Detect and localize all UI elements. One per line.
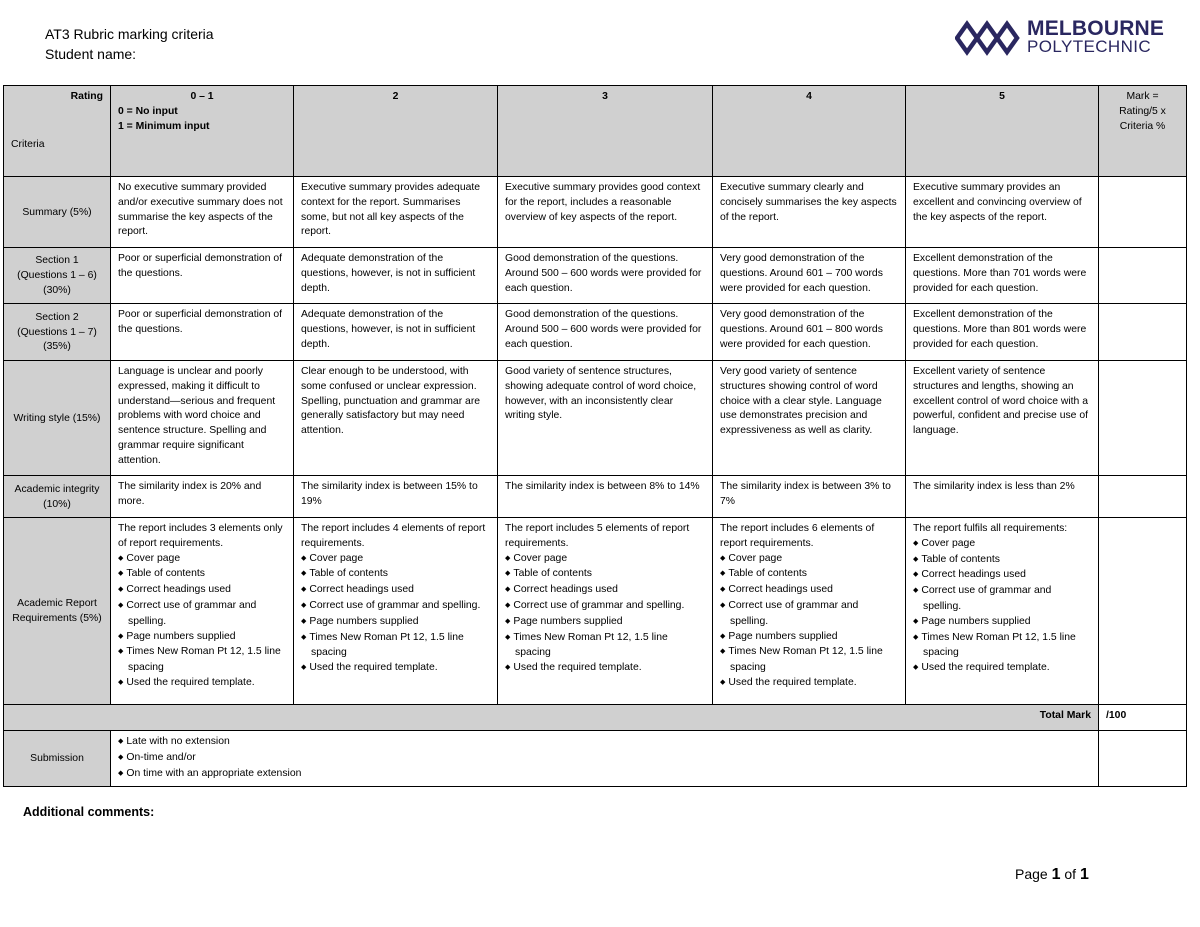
list-item: ◆ Correct use of grammar and spelling. — [505, 599, 705, 615]
rubric-cell: The similarity index is less than 2% — [906, 476, 1099, 518]
student-name-label: Student name: — [45, 46, 137, 62]
table-row — [4, 304, 1187, 361]
rubric-cell: The similarity index is between 3% to 7% — [713, 476, 906, 518]
logo-line-2: POLYTECHNIC — [1027, 37, 1152, 56]
list-item: ◆ Page numbers supplied — [505, 615, 705, 631]
rubric-cell: The similarity index is between 15% to 19% — [294, 476, 498, 518]
list-item: ◆ Page numbers supplied — [913, 615, 1091, 631]
page-word: Page — [1015, 866, 1048, 882]
criterion-academic-integrity: Academic integrity (10%) — [4, 476, 111, 518]
list-item: ◆ Cover page — [301, 552, 490, 568]
rating-2-header: 2 — [294, 86, 498, 177]
rubric-cell — [294, 518, 498, 705]
list-item: ◆ Page numbers supplied — [118, 630, 286, 646]
list-item: ◆ Page numbers supplied — [720, 630, 898, 646]
list-item: ◆ Cover page — [720, 552, 898, 568]
list-item: ◆ Correct headings used — [118, 583, 286, 599]
list-item: ◆ Used the required template. — [913, 661, 1091, 677]
criterion-summary: Summary (5%) — [4, 177, 111, 248]
list-item: ◆ Times New Roman Pt 12, 1.5 line spacing — [118, 645, 286, 676]
list-item: ◆ Table of contents — [720, 567, 898, 583]
list-item: ◆ Times New Roman Pt 12, 1.5 line spacing — [301, 631, 490, 662]
table-row — [4, 177, 1187, 248]
rating-0-1-title: 0 – 1 — [190, 91, 214, 102]
rubric-cell: Excellent demonstration of the questions. More than 701 words were provided for each question. — [906, 248, 1099, 304]
rubric-cell: Very good demonstration of the questions. Around 601 – 800 words were provided for each question. — [713, 304, 906, 361]
rubric-cell: Excellent demonstration of the questions. More than 801 words were provided for each question. — [906, 304, 1099, 361]
list-item: ◆ Used the required template. — [720, 676, 898, 692]
criterion-section-2: Section 2 (Questions 1 – 7) (35%) — [4, 304, 111, 361]
rubric-cell: Good demonstration of the questions. Around 500 – 600 words were provided for each question. — [498, 248, 713, 304]
page-number: 1 — [1051, 866, 1061, 883]
table-row — [4, 248, 1187, 304]
list-item: ◆ Table of contents — [301, 567, 490, 583]
submission-list — [118, 735, 1091, 782]
list-item: ◆ Times New Roman Pt 12, 1.5 line spacing — [913, 631, 1091, 662]
rubric-cell — [111, 518, 294, 705]
document-title: AT3 Rubric marking criteria — [45, 26, 214, 42]
list-item: ◆ Used the required template. — [118, 676, 286, 692]
rubric-cell: Good variety of sentence structures, showing adequate control of word choice, however, with an inconsistently clear writing style. — [498, 361, 713, 476]
cell-intro: The report includes 3 elements only of report requirements. — [118, 523, 283, 549]
list-item: ◆ Cover page — [505, 552, 705, 568]
cell-intro: The report fulfils all requirements: — [913, 523, 1068, 534]
page-total: 1 — [1079, 866, 1089, 883]
submission-row — [4, 731, 1187, 787]
list-item: ◆ Table of contents — [118, 567, 286, 583]
rubric-cell: Good demonstration of the questions. Around 500 – 600 words were provided for each question. — [498, 304, 713, 361]
requirements-list — [505, 552, 705, 677]
list-item: ◆ Correct headings used — [505, 583, 705, 599]
criteria-label: Criteria — [11, 138, 45, 150]
list-item: ◆ Table of contents — [505, 567, 705, 583]
table-row — [4, 476, 1187, 518]
submission-mark-cell[interactable] — [1099, 731, 1187, 787]
mark-cell[interactable] — [1099, 248, 1187, 304]
rubric-cell: Executive summary clearly and concisely summarises the key aspects of the report. — [713, 177, 906, 248]
list-item: ◆ Times New Roman Pt 12, 1.5 line spacing — [505, 631, 705, 662]
rating-0-note: 0 = No input — [118, 105, 178, 117]
rubric-cell — [498, 518, 713, 705]
total-mark-label: Total Mark — [4, 705, 1099, 731]
rubric-cell: Poor or superficial demonstration of the questions. — [111, 248, 294, 304]
list-item: ◆ Correct use of grammar and spelling. — [118, 599, 286, 630]
rubric-cell: Excellent variety of sentence structures and lengths, showing an excellent control of word choice with a powerful, confident and precise use of language. — [906, 361, 1099, 476]
list-item: ◆ Correct headings used — [913, 568, 1091, 584]
logo-wordmark — [1027, 17, 1165, 56]
requirements-list — [301, 552, 490, 677]
list-item: ◆ Correct headings used — [720, 583, 898, 599]
requirements-list — [720, 552, 898, 692]
submission-label: Submission — [4, 731, 111, 787]
rubric-cell: No executive summary provided and/or executive summary does not summarise the key aspects of the report. — [111, 177, 294, 248]
rubric-cell: Poor or superficial demonstration of the questions. — [111, 304, 294, 361]
list-item: ◆ Table of contents — [913, 553, 1091, 569]
list-item: ◆ Late with no extension — [118, 735, 1091, 751]
list-item: ◆ Used the required template. — [301, 661, 490, 677]
list-item: ◆ Cover page — [118, 552, 286, 568]
rubric-cell: Adequate demonstration of the questions, however, is not in sufficient depth. — [294, 248, 498, 304]
mark-cell[interactable] — [1099, 177, 1187, 248]
list-item: ◆ Times New Roman Pt 12, 1.5 line spacing — [720, 645, 898, 676]
requirements-list — [913, 537, 1091, 677]
rubric-cell: Clear enough to be understood, with some confused or unclear expression. Spelling, punctuation and grammar are generally satisfactory but may need attention. — [294, 361, 498, 476]
rubric-cell: The similarity index is between 8% to 14% — [498, 476, 713, 518]
list-item: ◆ Correct use of grammar and spelling. — [301, 599, 490, 615]
cell-intro: The report includes 4 elements of report requirements. — [301, 523, 486, 549]
logo-line-1: MELBOURNE — [1027, 17, 1165, 40]
rubric-cell: Adequate demonstration of the questions, however, is not in sufficient depth. — [294, 304, 498, 361]
rating-label: Rating — [70, 91, 103, 102]
institution-logo — [955, 18, 1164, 58]
list-item: ◆ Correct use of grammar and spelling. — [913, 584, 1091, 615]
criterion-report-requirements: Academic Report Requirements (5%) — [4, 518, 111, 705]
of-word: of — [1064, 866, 1077, 882]
criterion-section-1: Section 1 (Questions 1 – 6) (30%) — [4, 248, 111, 304]
list-item: ◆ Correct headings used — [301, 583, 490, 599]
logo-mark-icon — [955, 20, 1021, 56]
rubric-cell: Very good variety of sentence structures showing control of word choice with a clear style. Language use demonstrates precision and expressiveness as well as clarity. — [713, 361, 906, 476]
table-row — [4, 518, 1187, 705]
mark-header: Mark = Rating/5 x Criteria % — [1099, 86, 1187, 177]
rating-4-header: 4 — [713, 86, 906, 177]
mark-cell[interactable] — [1099, 304, 1187, 361]
rubric-cell: Executive summary provides an excellent and convincing overview of the key aspects of the report. — [906, 177, 1099, 248]
list-item: ◆ Cover page — [913, 537, 1091, 553]
table-row — [4, 361, 1187, 476]
list-item: ◆ Used the required template. — [505, 661, 705, 677]
total-mark-value[interactable]: /100 — [1099, 705, 1187, 731]
list-item: ◆ On time with an appropriate extension — [118, 767, 1091, 783]
table-header-row — [4, 86, 1187, 177]
additional-comments-label: Additional comments: — [23, 805, 155, 819]
submission-options — [111, 731, 1099, 787]
rubric-cell: Very good demonstration of the questions. Around 601 – 700 words were provided for each question. — [713, 248, 906, 304]
mark-cell[interactable] — [1099, 361, 1187, 476]
rubric-cell — [713, 518, 906, 705]
rubric-cell: Language is unclear and poorly expressed, making it difficult to understand—serious and frequent problems with word choice and sentence structure. Spelling and grammar require significant attention. — [111, 361, 294, 476]
requirements-list — [118, 552, 286, 692]
rating-1-note: 1 = Minimum input — [118, 120, 210, 132]
rubric-table — [3, 85, 1187, 787]
mark-cell[interactable] — [1099, 518, 1187, 705]
rubric-cell — [906, 518, 1099, 705]
list-item: ◆ On-time and/or — [118, 751, 1091, 767]
cell-intro: The report includes 5 elements of report requirements. — [505, 523, 690, 549]
rating-5-header: 5 — [906, 86, 1099, 177]
corner-cell — [4, 86, 111, 177]
rubric-cell: Executive summary provides adequate context for the report. Summarises some, but not all key aspects of the report. — [294, 177, 498, 248]
list-item: ◆ Page numbers supplied — [301, 615, 490, 631]
rubric-cell: The similarity index is 20% and more. — [111, 476, 294, 518]
mark-cell[interactable] — [1099, 476, 1187, 518]
page-footer — [1015, 866, 1089, 884]
cell-intro: The report includes 6 elements of report requirements. — [720, 523, 875, 549]
rating-3-header: 3 — [498, 86, 713, 177]
list-item: ◆ Correct use of grammar and spelling. — [720, 599, 898, 630]
total-row — [4, 705, 1187, 731]
rating-0-1-header — [111, 86, 294, 177]
rubric-cell: Executive summary provides good context for the report, includes a reasonable overview of key aspects of the report. — [498, 177, 713, 248]
document-header — [45, 24, 214, 64]
criterion-writing-style: Writing style (15%) — [4, 361, 111, 476]
